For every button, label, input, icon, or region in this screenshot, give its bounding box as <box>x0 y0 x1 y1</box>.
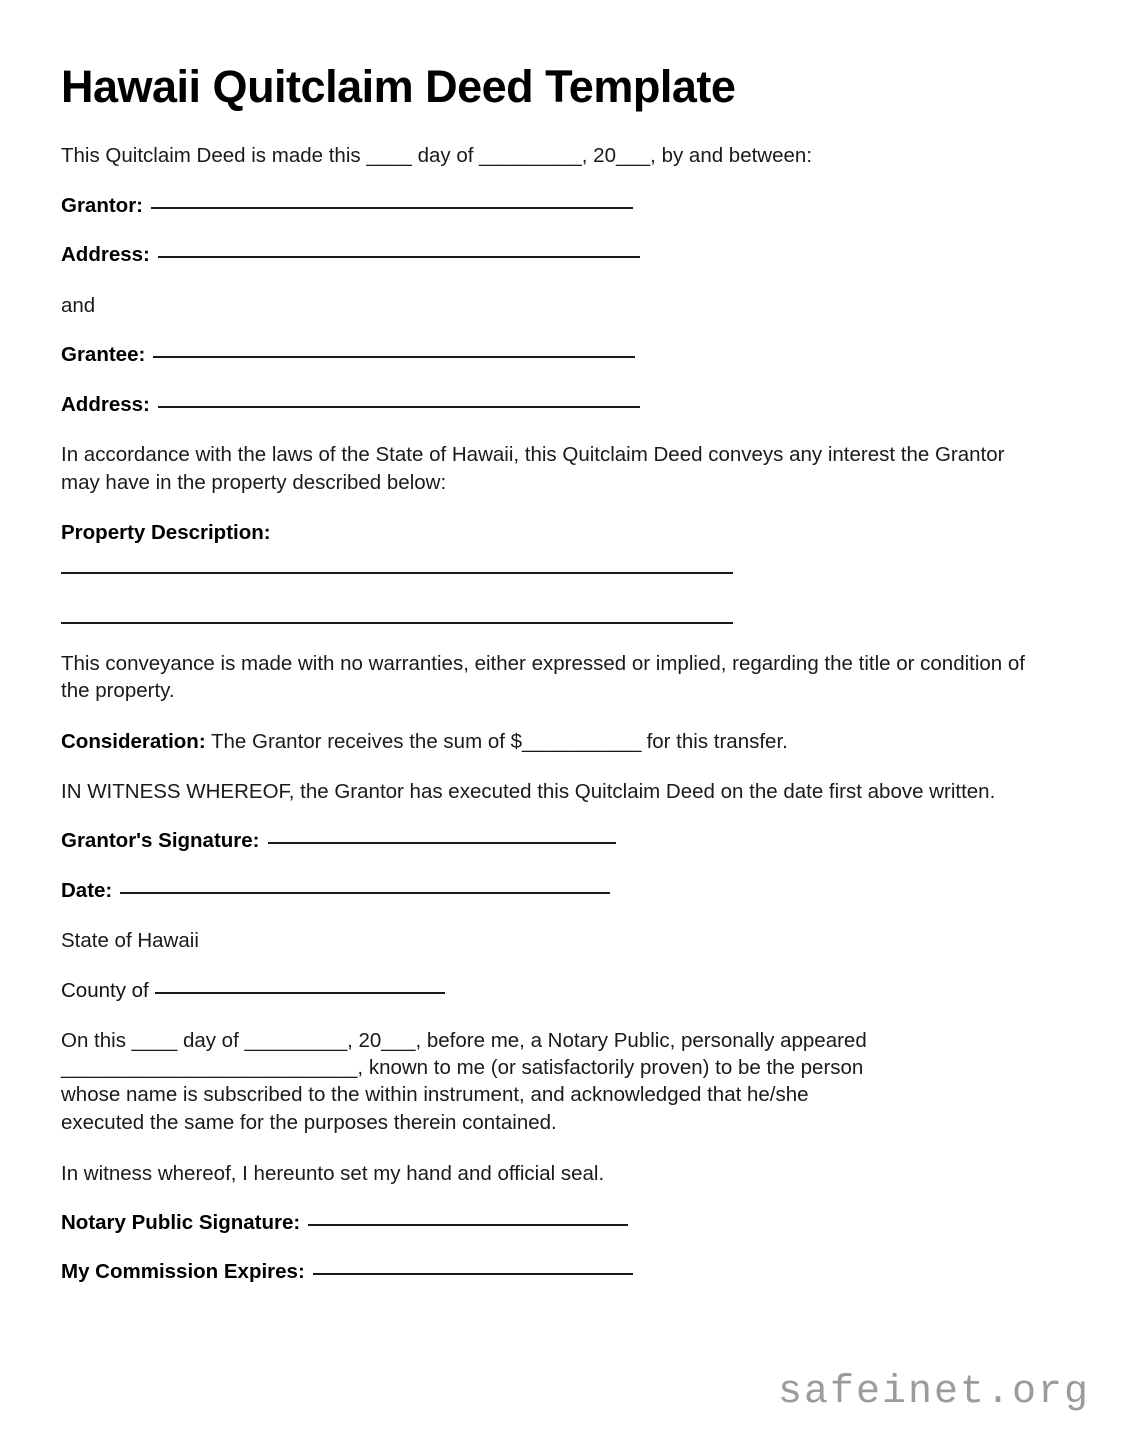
notary-ack-line-4: executed the same for the purposes therein contained. <box>61 1110 557 1134</box>
property-description-heading: Property Description: <box>61 520 271 544</box>
page-title: Hawaii Quitclaim Deed Template <box>61 61 736 112</box>
site-watermark: safeinet.org <box>777 1370 1090 1415</box>
notary-ack-line-3: whose name is subscribed to the within instrument, and acknowledged that he/she <box>61 1083 809 1107</box>
consideration-amount-input[interactable]: ___________ <box>522 729 641 753</box>
consideration-label: Consideration: <box>61 729 206 753</box>
notary-signature-row <box>61 1210 1033 1237</box>
grantor-field-row <box>61 193 1033 220</box>
grantee-label: Grantee: <box>61 343 146 367</box>
grantor-signature-label: Grantor's Signature: <box>61 829 260 853</box>
grantee-input[interactable] <box>153 356 635 358</box>
grantor-signature-input[interactable] <box>268 842 616 844</box>
grantee-address-label: Address: <box>61 392 150 416</box>
grantor-address-input[interactable] <box>158 256 640 258</box>
consideration-paragraph <box>61 728 1033 755</box>
and-connector: and <box>61 293 96 317</box>
grantor-signature-row <box>61 828 1033 855</box>
property-description-line-1[interactable] <box>61 572 733 574</box>
notary-signature-label: Notary Public Signature: <box>61 1210 301 1234</box>
grantor-date-input[interactable] <box>120 892 610 894</box>
conveyance-paragraph: In accordance with the laws of the State of Hawaii, this Quitclaim Deed conveys any interest the Grantor may have in the property described below: <box>61 443 1005 494</box>
witness-paragraph: IN WITNESS WHEREOF, the Grantor has executed this Quitclaim Deed on the date first above written. <box>61 779 996 803</box>
grantor-address-field-row <box>61 242 1033 269</box>
consideration-suffix: for this transfer. <box>646 729 788 753</box>
commission-expires-label: My Commission Expires: <box>61 1260 305 1284</box>
notary-seal-paragraph: In witness whereof, I hereunto set my hand and official seal. <box>61 1161 605 1185</box>
notary-ack-line-1: On this ____ day of _________, 20___, before me, a Notary Public, personally appeared <box>61 1029 867 1053</box>
notary-county-row <box>61 978 1033 1005</box>
document-body <box>61 62 1033 1309</box>
notary-county-input[interactable] <box>155 992 445 994</box>
warranty-paragraph: This conveyance is made with no warranties, either expressed or implied, regarding the title or condition of the property. <box>61 652 1025 703</box>
grantor-address-label: Address: <box>61 243 150 267</box>
commission-expires-input[interactable] <box>313 1273 633 1275</box>
notary-ack-line-2: __________________________, known to me (or satisfactorily proven) to be the person <box>61 1056 864 1080</box>
grantee-address-input[interactable] <box>158 406 640 408</box>
notary-acknowledgment-paragraph <box>61 1027 1033 1135</box>
property-description-line-2[interactable] <box>61 622 733 624</box>
grantor-input[interactable] <box>151 207 633 209</box>
grantor-date-label: Date: <box>61 878 113 902</box>
grantor-date-row <box>61 878 1033 905</box>
property-description-lines <box>61 572 1033 624</box>
notary-county-label: County of <box>61 978 149 1002</box>
grantee-address-field-row <box>61 392 1033 419</box>
notary-state-line: State of Hawaii <box>61 929 199 953</box>
intro-paragraph: This Quitclaim Deed is made this ____ day of _________, 20___, by and between: <box>61 144 813 168</box>
notary-signature-input[interactable] <box>308 1224 628 1226</box>
grantor-label: Grantor: <box>61 193 143 217</box>
consideration-prefix: The Grantor receives the sum of $ <box>210 729 523 753</box>
grantee-field-row <box>61 342 1033 369</box>
commission-expires-row <box>61 1259 1033 1286</box>
